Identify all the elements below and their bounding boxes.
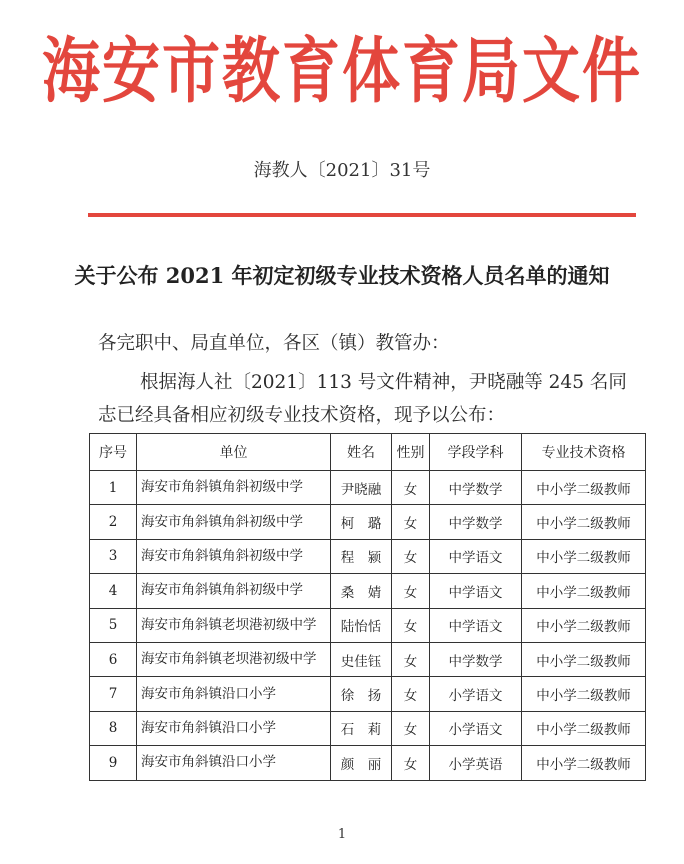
cell-num: 1 <box>90 471 137 505</box>
cell-subject: 小学英语 <box>430 746 522 780</box>
document-number: 海教人〔2021〕31号 <box>253 160 431 181</box>
cell-subject: 中学数学 <box>430 471 522 505</box>
cell-qual: 中小学二级教师 <box>522 677 646 711</box>
cell-subject: 中学数学 <box>430 505 522 539</box>
table-row <box>90 642 646 676</box>
cell-gender: 女 <box>392 574 430 608</box>
roster-table <box>89 433 646 781</box>
notice-title: 关于公布 2021 年初定初级专业技术资格人员名单的通知 <box>74 263 610 288</box>
cell-gender: 女 <box>392 471 430 505</box>
salutation: 各完职中、局直单位，各区（镇）教管办： <box>98 333 450 354</box>
header-qual: 专业技术资格 <box>522 434 646 471</box>
document-header-title: 海安市教育体育局文件 <box>41 29 642 113</box>
red-divider-line <box>88 213 636 217</box>
table-header-row <box>90 434 646 471</box>
cell-qual: 中小学二级教师 <box>522 574 646 608</box>
cell-num: 7 <box>90 677 137 711</box>
cell-name: 颜 丽 <box>331 746 392 780</box>
cell-name: 桑 婧 <box>331 574 392 608</box>
header-num: 序号 <box>90 434 137 471</box>
cell-qual: 中小学二级教师 <box>522 608 646 642</box>
cell-subject: 中学语文 <box>430 574 522 608</box>
cell-gender: 女 <box>392 746 430 780</box>
table-row <box>90 539 646 573</box>
cell-name: 陆怡恬 <box>331 608 392 642</box>
cell-name: 柯 璐 <box>331 505 392 539</box>
table-row <box>90 574 646 608</box>
cell-unit: 海安市角斜镇角斜初级中学 <box>137 505 331 539</box>
table-row <box>90 505 646 539</box>
cell-subject: 中学语文 <box>430 539 522 573</box>
cell-qual: 中小学二级教师 <box>522 471 646 505</box>
cell-gender: 女 <box>392 608 430 642</box>
table-row <box>90 711 646 745</box>
cell-subject: 小学语文 <box>430 677 522 711</box>
cell-name: 史佳钰 <box>331 642 392 676</box>
table-row <box>90 471 646 505</box>
cell-num: 4 <box>90 574 137 608</box>
cell-gender: 女 <box>392 505 430 539</box>
cell-num: 2 <box>90 505 137 539</box>
cell-qual: 中小学二级教师 <box>522 711 646 745</box>
cell-unit: 海安市角斜镇老坝港初级中学 <box>137 642 331 676</box>
cell-gender: 女 <box>392 677 430 711</box>
page-number: 1 <box>337 827 347 842</box>
cell-unit: 海安市角斜镇角斜初级中学 <box>137 539 331 573</box>
cell-name: 徐 扬 <box>331 677 392 711</box>
table-row <box>90 608 646 642</box>
cell-gender: 女 <box>392 539 430 573</box>
cell-num: 5 <box>90 608 137 642</box>
cell-gender: 女 <box>392 642 430 676</box>
cell-qual: 中小学二级教师 <box>522 746 646 780</box>
cell-num: 8 <box>90 711 137 745</box>
table-row <box>90 746 646 780</box>
cell-gender: 女 <box>392 711 430 745</box>
header-subject: 学段学科 <box>430 434 522 471</box>
cell-name: 程 颍 <box>331 539 392 573</box>
body-paragraph: 根据海人社〔2021〕113 号文件精神，尹晓融等 245 名同志已经具备相应初级专业技术资格，现予以公布： <box>98 372 627 426</box>
cell-qual: 中小学二级教师 <box>522 505 646 539</box>
cell-num: 3 <box>90 539 137 573</box>
table-row <box>90 677 646 711</box>
header-gender: 性别 <box>392 434 430 471</box>
cell-unit: 海安市角斜镇沿口小学 <box>137 711 331 745</box>
header-name: 姓名 <box>331 434 392 471</box>
cell-unit: 海安市角斜镇沿口小学 <box>137 746 331 780</box>
cell-qual: 中小学二级教师 <box>522 642 646 676</box>
cell-subject: 小学语文 <box>430 711 522 745</box>
cell-name: 尹晓融 <box>331 471 392 505</box>
cell-num: 6 <box>90 642 137 676</box>
cell-unit: 海安市角斜镇角斜初级中学 <box>137 471 331 505</box>
cell-subject: 中学数学 <box>430 642 522 676</box>
cell-unit: 海安市角斜镇沿口小学 <box>137 677 331 711</box>
cell-num: 9 <box>90 746 137 780</box>
header-unit: 单位 <box>137 434 331 471</box>
cell-unit: 海安市角斜镇老坝港初级中学 <box>137 608 331 642</box>
cell-qual: 中小学二级教师 <box>522 539 646 573</box>
cell-subject: 中学语文 <box>430 608 522 642</box>
cell-name: 石 莉 <box>331 711 392 745</box>
cell-unit: 海安市角斜镇角斜初级中学 <box>137 574 331 608</box>
